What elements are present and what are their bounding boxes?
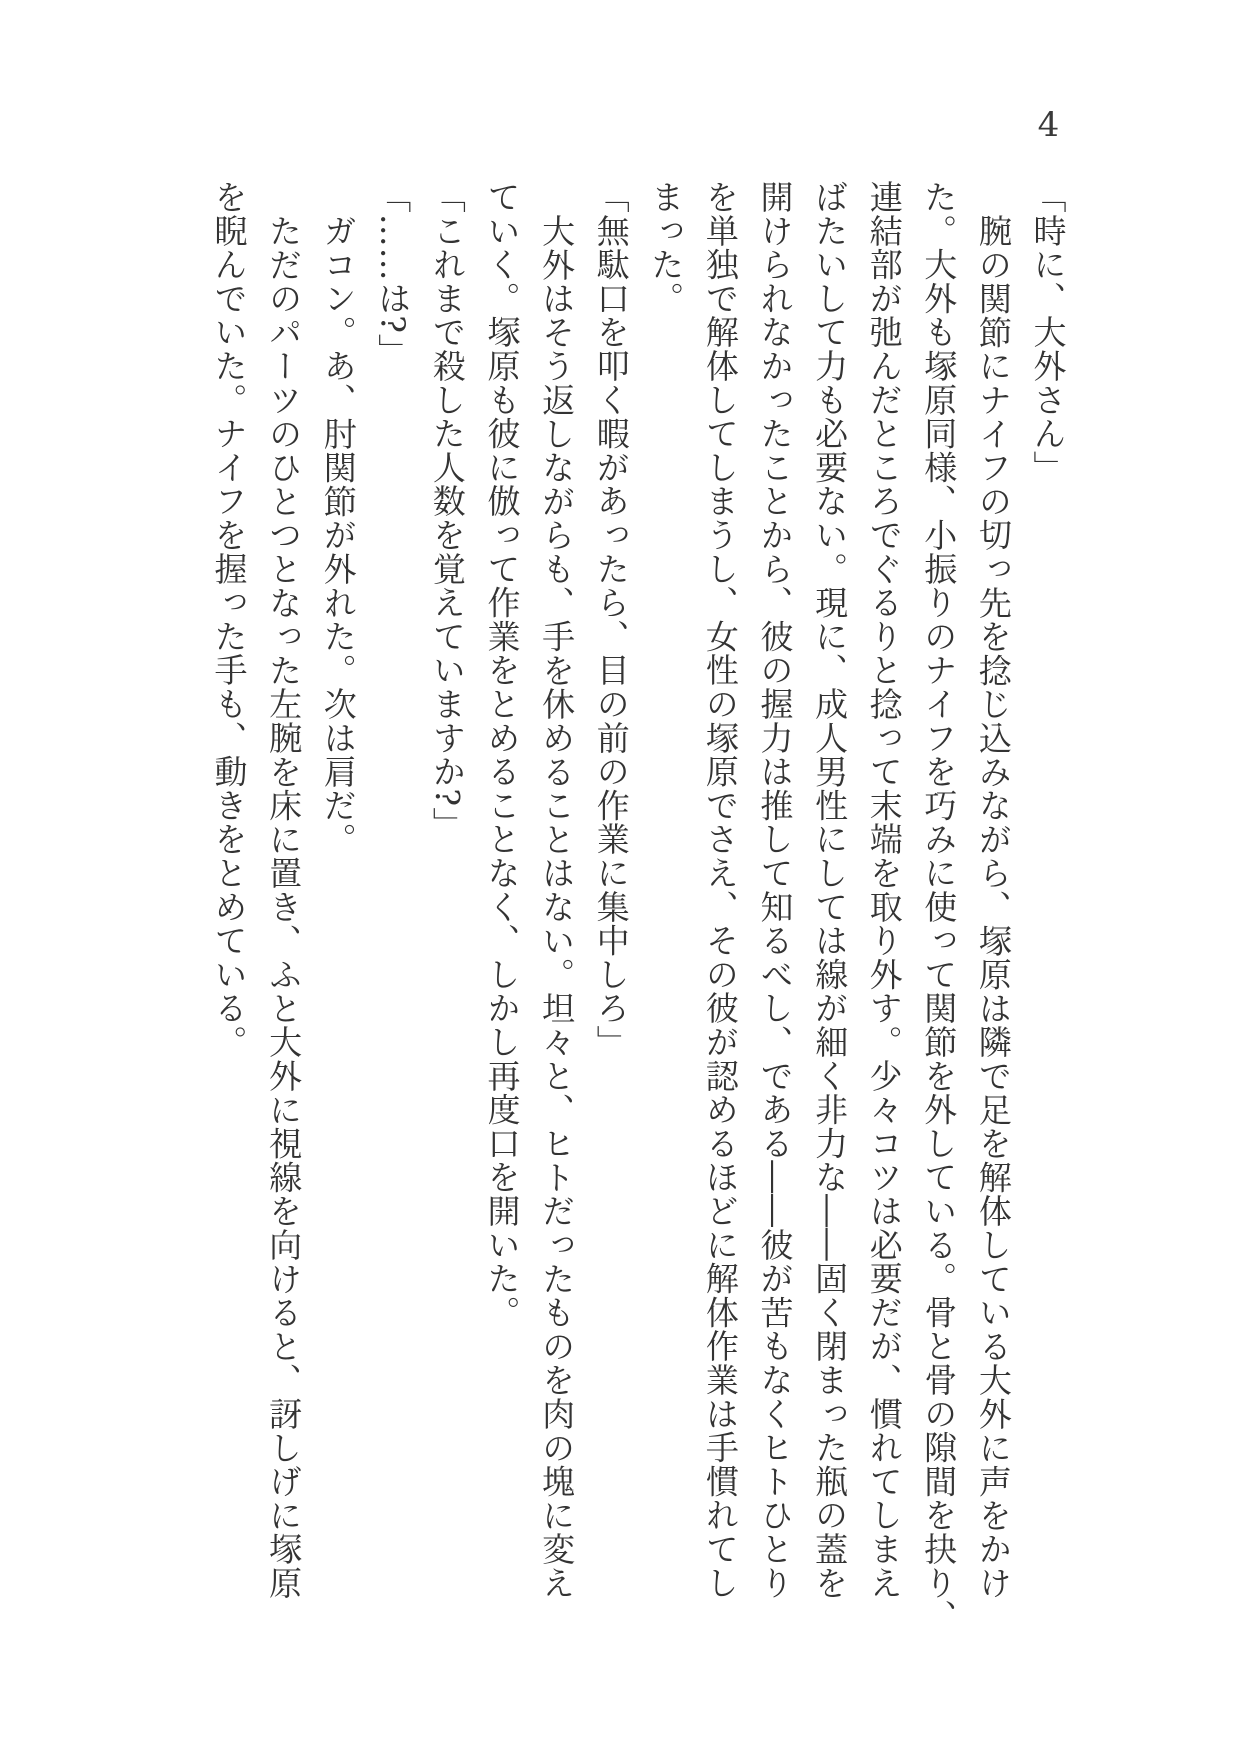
text-column: 開けられなかったことから、彼の握力は推して知るべし、である――彼が苦もなくヒトひとり xyxy=(755,180,795,1600)
text-column: ばたいして力も必要ない。現に、成人男性にしては線が細く非力な――固く閉まった瓶の蓋を xyxy=(810,180,850,1600)
text-column: 「無駄口を叩く暇があったら、目の前の作業に集中しろ」 xyxy=(591,180,631,1059)
text-column: まった。 xyxy=(646,180,686,316)
text-column: を睨んでいた。ナイフを握った手も、動きをとめている。 xyxy=(209,180,249,1059)
text-column: 「これまで殺した人数を覚えていますか?」 xyxy=(427,180,467,841)
page-number: 4 xyxy=(1037,105,1060,145)
text-column: 大外はそう返しながらも、手を休めることはない。坦々と、ヒトだったものを肉の塊に変え xyxy=(537,214,577,1600)
text-column: た。大外も塚原同様、小振りのナイフを巧みに使って関節を外している。骨と骨の隙間を抉り、 xyxy=(919,180,959,1634)
text-column: 腕の関節にナイフの切っ先を捻じ込みながら、塚原は隣で足を解体している大外に声をかけ xyxy=(973,214,1013,1600)
text-column: を単独で解体してしまうし、女性の塚原でさえ、その彼が認めるほどに解体作業は手慣れてし xyxy=(700,180,740,1600)
text-column: 「時に、大外さん」 xyxy=(1028,180,1068,485)
text-column: 「……は?」 xyxy=(373,180,413,368)
text-column: ただのパーツのひとつとなった左腕を床に置き、ふと大外に視線を向けると、訝しげに塚原 xyxy=(264,214,304,1600)
text-column: ガコン。あ、肘関節が外れた。次は肩だ。 xyxy=(318,214,358,857)
text-column: ていく。塚原も彼に倣って作業をとめることなく、しかし再度口を開いた。 xyxy=(482,180,522,1330)
text-column: 連結部が弛んだところでぐるりと捻って末端を取り外す。少々コツは必要だが、慣れてしまえ xyxy=(864,180,904,1600)
